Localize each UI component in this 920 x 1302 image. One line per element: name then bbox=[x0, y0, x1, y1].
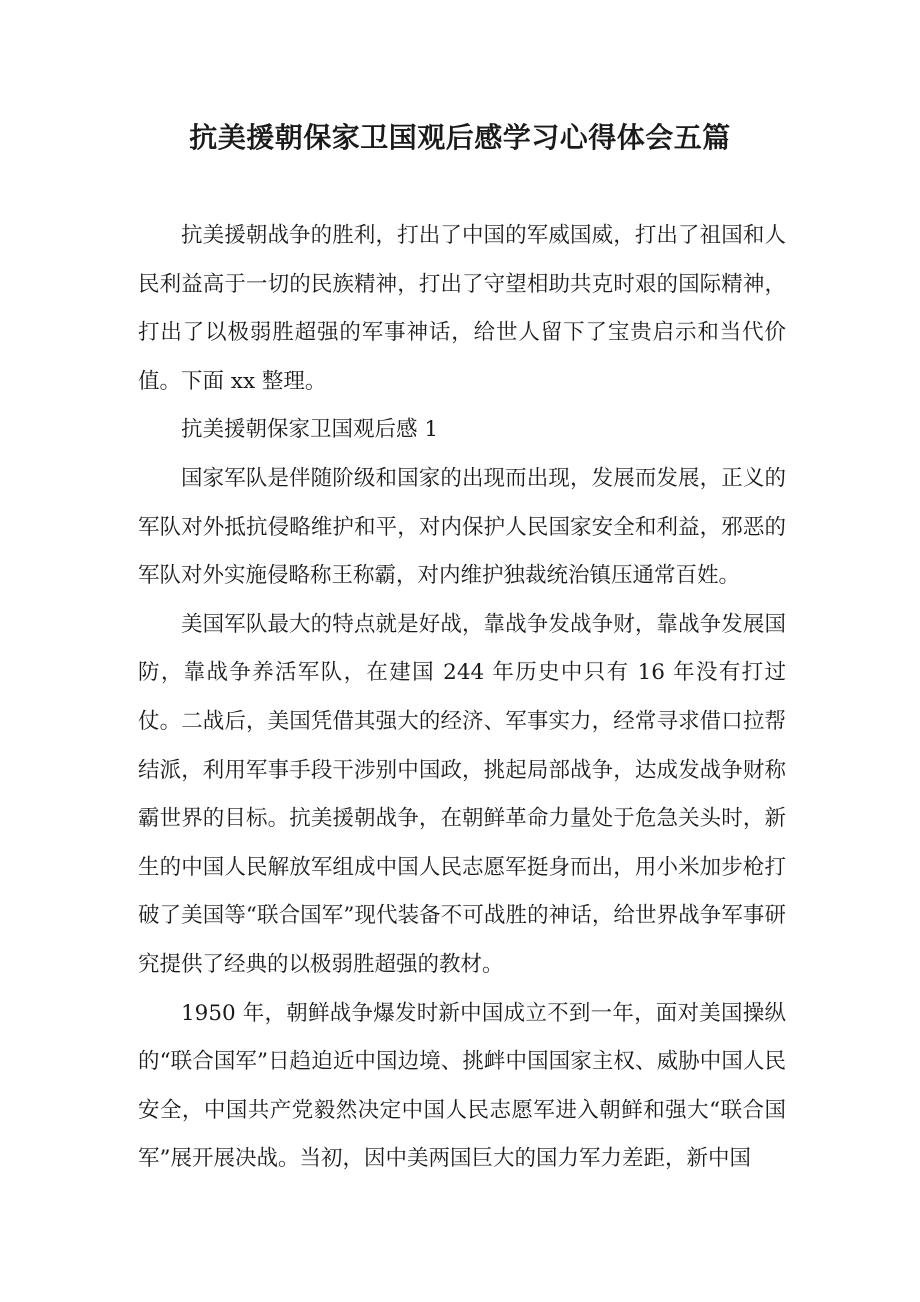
section-heading: 抗美援朝保家卫国观后感 1 bbox=[181, 417, 439, 443]
paragraph: 1950 年，朝鲜战争爆发时新中国成立不到一年，面对美国操纵的“联合国军”日趋迫近中国边境、挑衅中国国家主权、威胁中国人民安全，中国共产党毅然决定中国人民志愿军进入朝鲜和强大“联合国军”展开展决战。当初，因中美两国巨大的国力军力差距，新中国 bbox=[138, 1000, 786, 1172]
paragraph: 美国军队最大的特点就是好战，靠战争发战争财，靠战争发展国防，靠战争养活军队，在建国 244 年历史中只有 16 年没有打过仗。二战后，美国凭借其强大的经济、军事实力，经常寻求借口拉帮结派，利用军事手段干涉别中国政，挑起局部战争，达成发战争财称霸世界的目标。抗美援朝战争，在朝鲜革命力量处于危急关头时，新生的中国人民解放军组成中国人民志愿军挺身而出，用小米加步枪打破了美国等“联合国军”现代装备不可战胜的神话，给世界战争军事研究提供了经典的以极弱胜超强的教材。 bbox=[138, 611, 786, 977]
paragraph-intro: 抗美援朝战争的胜利，打出了中国的军威国威，打出了祖国和人民利益高于一切的民族精神，打出了守望相助共克时艰的国际精神，打出了以极弱胜超强的军事神话，给世人留下了宝贵启示和当代价值。下面 xx 整理。 bbox=[138, 223, 786, 394]
paragraph: 国家军队是伴随阶级和国家的出现而出现，发展而发展，正义的军队对外抵抗侵略维护和平，对内保护人民国家安全和利益，邪恶的军队对外实施侵略称王称霸，对内维护独裁统治镇压通常百姓。 bbox=[138, 465, 786, 589]
document-body bbox=[138, 212, 786, 1184]
document-title: 抗美援朝保家卫国观后感学习心得体会五篇 bbox=[189, 121, 731, 154]
